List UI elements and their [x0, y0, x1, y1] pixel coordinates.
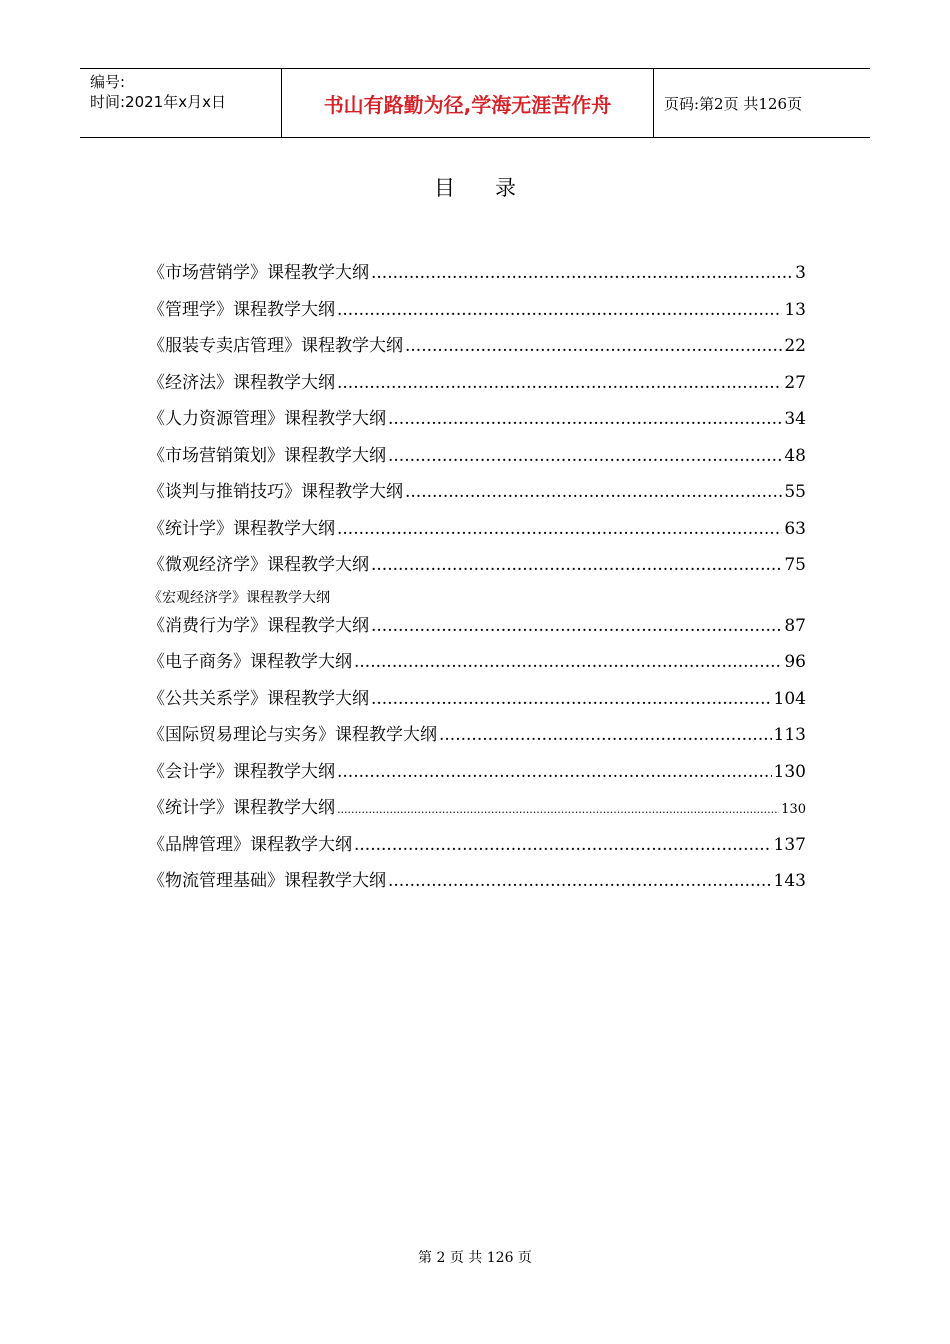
- toc-entry[interactable]: [148, 647, 806, 684]
- toc-page: 22: [784, 336, 806, 356]
- toc-entry[interactable]: [148, 830, 806, 867]
- toc-leader: [388, 409, 782, 429]
- toc-page: 143: [773, 871, 806, 891]
- toc-leader: [405, 482, 782, 502]
- toc-entry[interactable]: [148, 684, 806, 721]
- toc-leader: [337, 803, 779, 816]
- code-label: 编号:: [90, 73, 126, 91]
- toc-leader: [354, 835, 772, 855]
- time-label: 时间:2021年x月x日: [90, 93, 226, 111]
- toc-leader: [337, 762, 772, 782]
- toc-leader: [371, 555, 782, 575]
- page-title: 目录: [434, 176, 556, 200]
- toc-page: 75: [784, 555, 806, 575]
- toc-leader: [371, 263, 793, 283]
- toc-label: 《人力资源管理》课程教学大纲: [148, 409, 386, 429]
- toc-label: 《经济法》课程教学大纲: [148, 372, 335, 393]
- toc-page: 63: [784, 518, 806, 539]
- header-meta: [80, 69, 282, 137]
- toc-page: 27: [784, 372, 806, 393]
- toc-entry[interactable]: [148, 611, 806, 648]
- toc-leader: [371, 616, 782, 636]
- toc-leader: [371, 689, 772, 709]
- toc-entry[interactable]: [148, 404, 806, 441]
- toc-label: 《物流管理基础》课程教学大纲: [148, 871, 386, 891]
- toc-page: 34: [784, 409, 806, 429]
- page-footer: 第 2 页 共 126 页: [418, 1250, 532, 1266]
- toc-page: 96: [784, 652, 806, 672]
- toc-label: 《公共关系学》课程教学大纲: [148, 688, 369, 709]
- toc-entry[interactable]: [148, 587, 806, 611]
- toc-entry[interactable]: [148, 866, 806, 903]
- toc-entry[interactable]: [148, 793, 806, 830]
- toc-page: 104: [773, 688, 806, 709]
- page-header: [80, 68, 870, 138]
- toc-label: 《市场营销学》课程教学大纲: [148, 263, 369, 283]
- toc-label: 《宏观经济学》课程教学大纲: [148, 589, 330, 606]
- toc-label: 《管理学》课程教学大纲: [148, 299, 335, 320]
- toc-entry[interactable]: [148, 295, 806, 332]
- toc-page: 113: [773, 725, 806, 745]
- toc-leader: [354, 652, 782, 672]
- toc-label: 《服装专卖店管理》课程教学大纲: [148, 336, 403, 356]
- toc-page: 137: [773, 834, 806, 855]
- header-page-info: 页码:第2页 共126页: [664, 94, 802, 113]
- toc-leader: [337, 300, 782, 320]
- toc-entry[interactable]: [148, 514, 806, 551]
- toc-entry[interactable]: [148, 258, 806, 295]
- toc-entry[interactable]: [148, 368, 806, 405]
- toc-label: 《电子商务》课程教学大纲: [148, 652, 352, 672]
- toc-label: 《消费行为学》课程教学大纲: [148, 615, 369, 636]
- toc-leader: [388, 871, 772, 891]
- toc-label: 《国际贸易理论与实务》课程教学大纲: [148, 725, 437, 745]
- toc-label: 《微观经济学》课程教学大纲: [148, 555, 369, 575]
- toc-entry[interactable]: [148, 441, 806, 478]
- toc-label: 《统计学》课程教学大纲: [148, 798, 335, 818]
- toc-page: 3: [795, 263, 806, 283]
- toc-label: 《谈判与推销技巧》课程教学大纲: [148, 482, 403, 502]
- toc-page: 13: [784, 299, 806, 320]
- toc-page: 48: [784, 445, 806, 466]
- toc-entry[interactable]: [148, 720, 806, 757]
- toc-label: 《统计学》课程教学大纲: [148, 518, 335, 539]
- toc-leader: [337, 519, 782, 539]
- toc-entry[interactable]: [148, 550, 806, 587]
- toc-leader: [439, 725, 772, 745]
- toc-entry[interactable]: [148, 477, 806, 514]
- toc-label: 《会计学》课程教学大纲: [148, 761, 335, 782]
- table-of-contents: [148, 258, 806, 903]
- toc-entry[interactable]: [148, 331, 806, 368]
- toc-page: 130: [781, 802, 806, 817]
- header-motto: 书山有路勤为径,学海无涯苦作舟: [282, 69, 654, 137]
- toc-entry[interactable]: [148, 757, 806, 794]
- toc-page: 130: [773, 761, 806, 782]
- toc-page: 87: [784, 615, 806, 636]
- toc-leader: [388, 446, 782, 466]
- toc-leader: [337, 373, 782, 393]
- toc-page: 55: [784, 482, 806, 502]
- toc-leader: [405, 336, 782, 356]
- toc-label: 《品牌管理》课程教学大纲: [148, 834, 352, 855]
- toc-label: 《市场营销策划》课程教学大纲: [148, 445, 386, 466]
